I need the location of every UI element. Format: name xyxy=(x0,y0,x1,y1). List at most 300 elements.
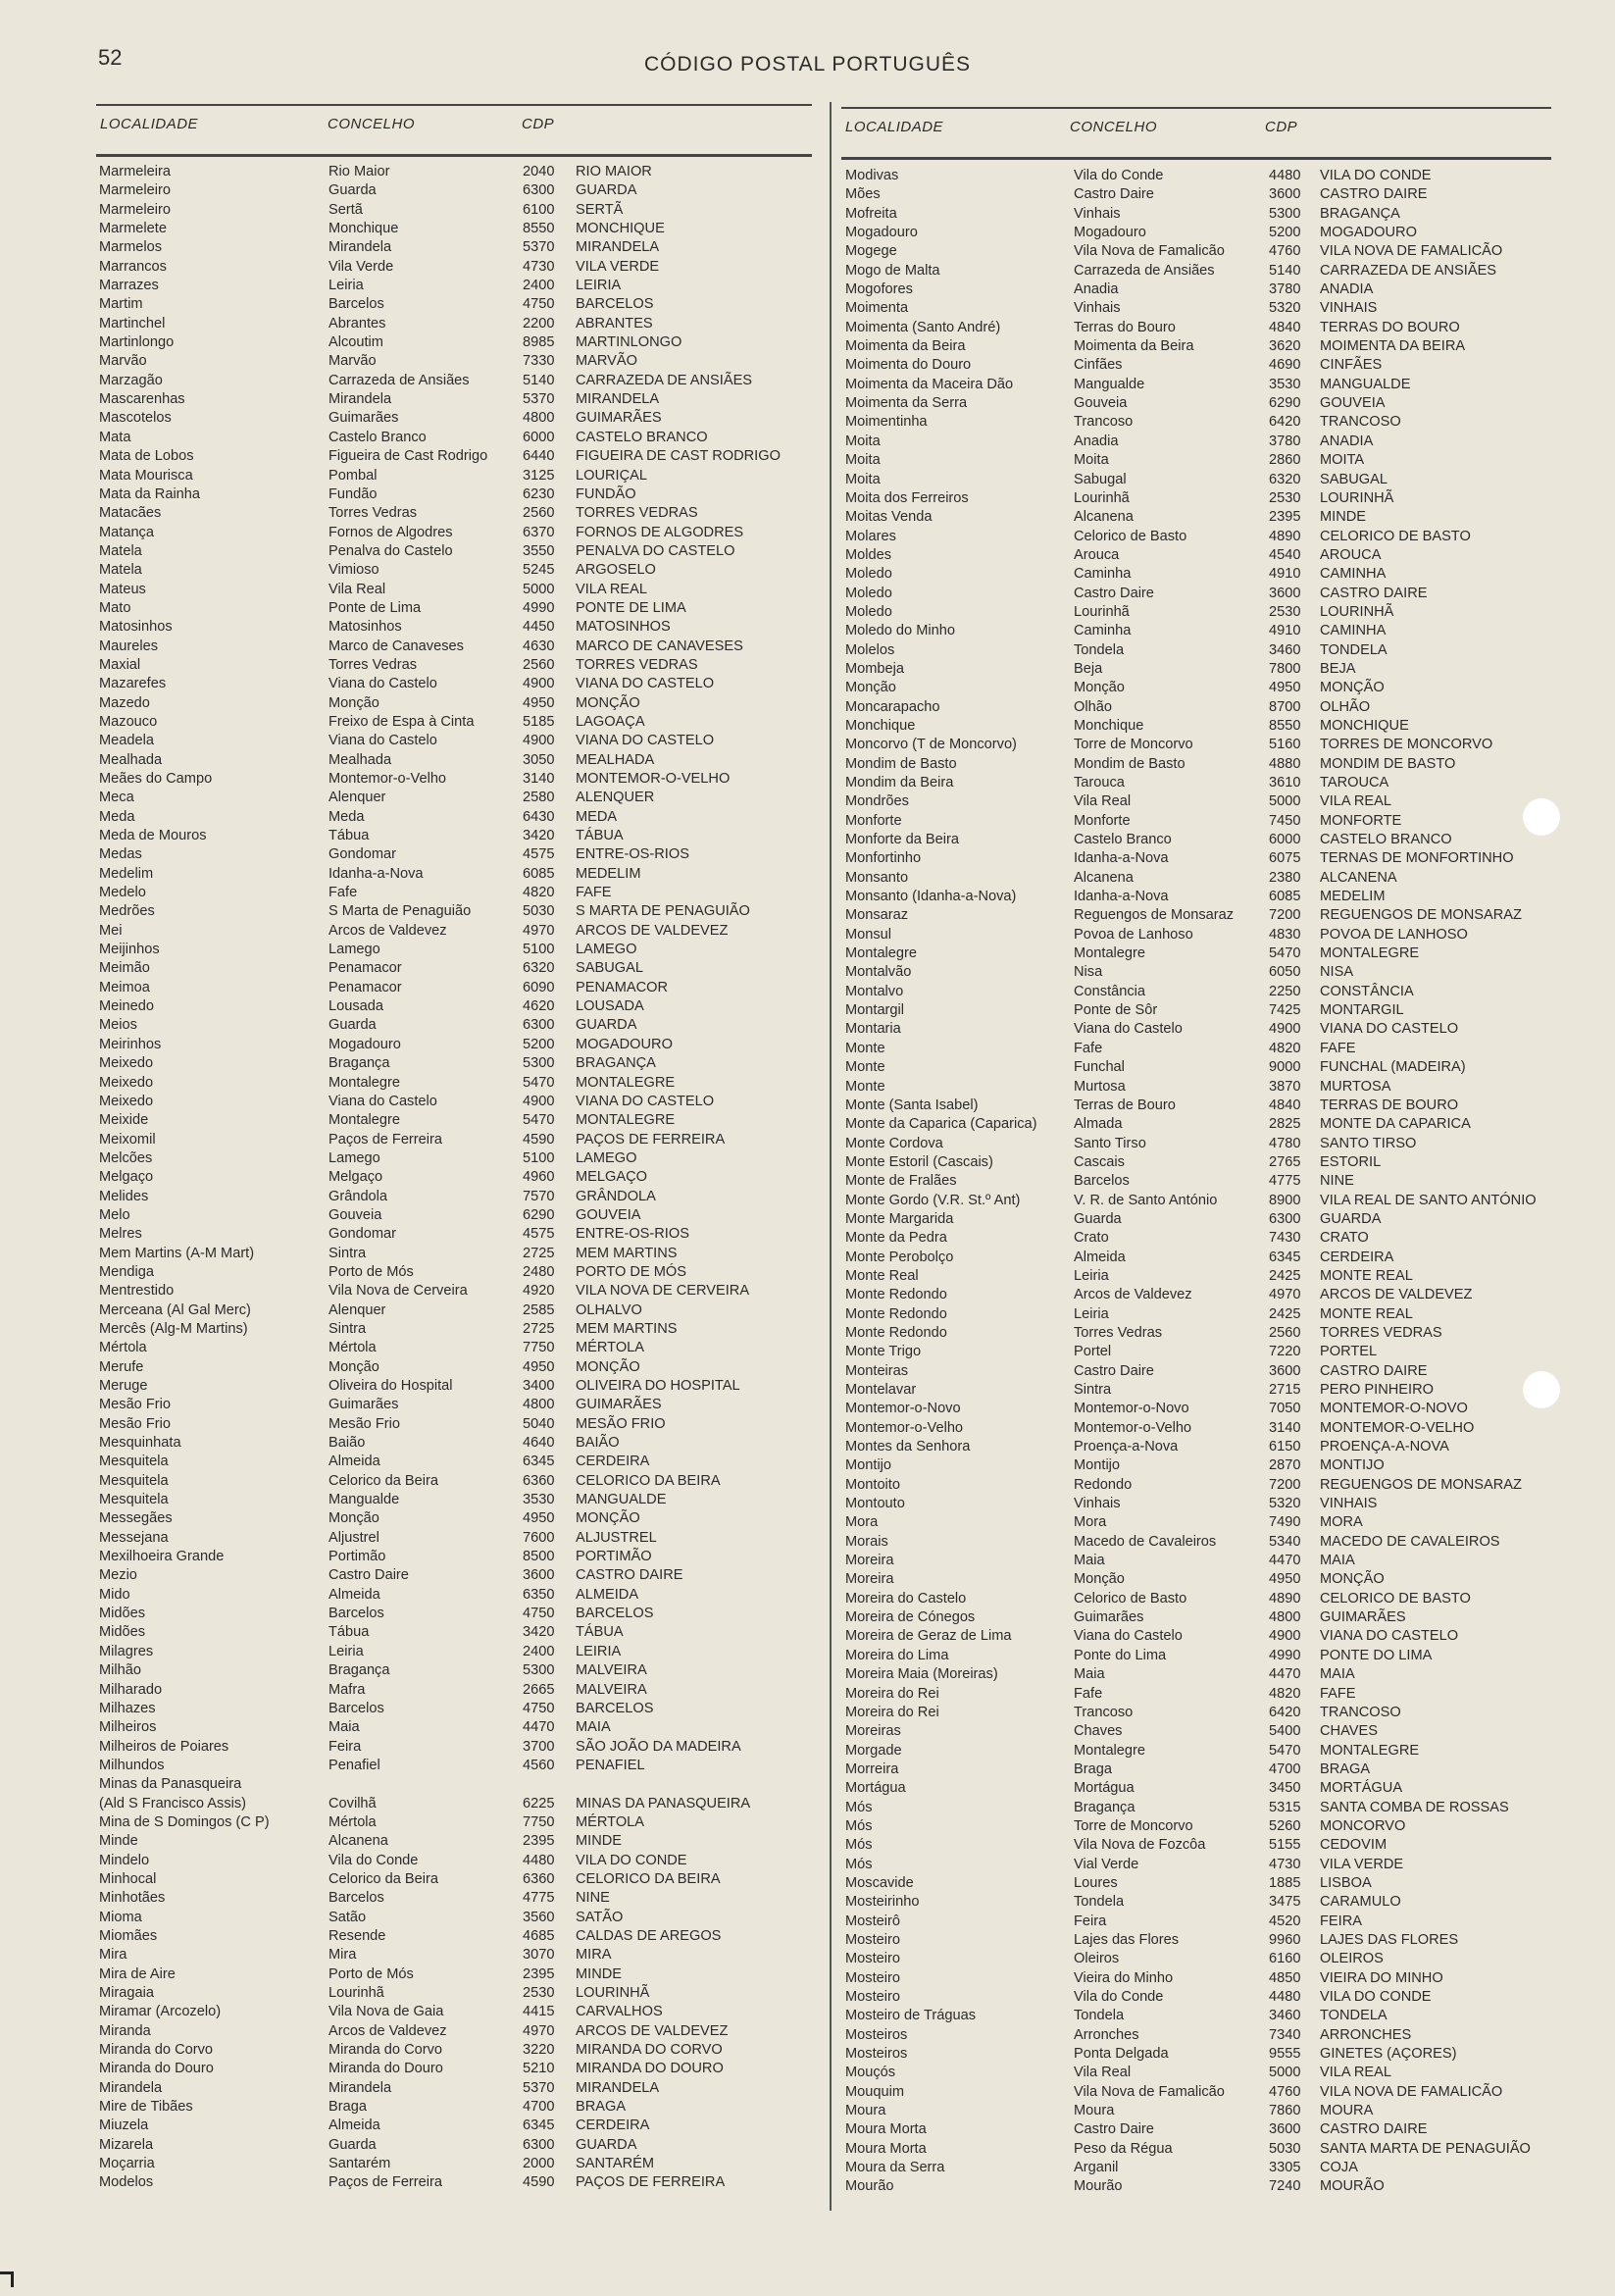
cdp-cell: 3780 xyxy=(1269,281,1301,298)
post-office-cell: CAMINHA xyxy=(1320,566,1387,583)
concelho-cell: Idanha-a-Nova xyxy=(1074,850,1169,867)
cdp-cell: 2530 xyxy=(1269,489,1301,506)
cdp-cell: 4800 xyxy=(1269,1609,1301,1626)
localidade-cell: Mourão xyxy=(845,2178,894,2195)
cdp-cell: 3600 xyxy=(1269,1362,1301,1379)
post-office-cell: NISA xyxy=(1320,964,1354,981)
post-office-cell: ENTRE-OS-RIOS xyxy=(576,846,689,863)
post-office-cell: CERDEIRA xyxy=(576,2117,650,2134)
localidade-cell: Medelim xyxy=(99,865,154,882)
cdp-cell: 3460 xyxy=(1269,2008,1301,2024)
cdp-cell: 2560 xyxy=(1269,1324,1301,1341)
cdp-cell: 6420 xyxy=(1269,414,1301,431)
localidade-cell: Molelos xyxy=(845,641,895,658)
cdp-cell: 2530 xyxy=(523,1985,555,2001)
post-office-cell: GUIMARÃES xyxy=(576,410,662,427)
localidade-cell: Meixedo xyxy=(99,1093,154,1109)
localidade-cell: Mateus xyxy=(99,581,146,597)
localidade-cell: Monte da Pedra xyxy=(845,1230,947,1247)
cdp-cell: 8500 xyxy=(523,1549,555,1565)
post-office-cell: MOURÃO xyxy=(1320,2178,1385,2195)
concelho-cell: Lajes das Flores xyxy=(1074,1931,1180,1948)
post-office-cell: GUARDA xyxy=(576,2136,637,2153)
concelho-cell: Mirandela xyxy=(328,239,392,256)
localidade-cell: Mira xyxy=(99,1947,127,1964)
post-office-cell: REGUENGOS DE MONSARAZ xyxy=(1320,907,1522,924)
concelho-cell: Mira xyxy=(328,1947,357,1964)
post-office-cell: BRAGANÇA xyxy=(1320,205,1400,222)
concelho-cell: Alcanena xyxy=(1074,509,1134,526)
concelho-cell: Mourão xyxy=(1074,2178,1123,2195)
post-office-cell: MAIA xyxy=(1320,1666,1355,1683)
cdp-cell: 7200 xyxy=(1269,907,1301,924)
localidade-cell: Matela xyxy=(99,542,142,559)
cdp-cell: 2040 xyxy=(523,164,555,179)
localidade-cell: Mosteiro de Tráguas xyxy=(845,2008,977,2024)
post-office-cell: ALJUSTREL xyxy=(576,1529,657,1546)
page-number: 52 xyxy=(98,45,123,70)
cdp-cell: 9960 xyxy=(1269,1931,1301,1948)
cdp-cell: 7490 xyxy=(1269,1514,1301,1531)
post-office-cell: VILA REAL xyxy=(1320,793,1392,810)
post-office-cell: MURTOSA xyxy=(1320,1078,1391,1095)
post-office-cell: MEDA xyxy=(576,808,618,825)
cdp-cell: 5245 xyxy=(523,562,555,579)
concelho-cell: Arcos de Valdevez xyxy=(328,922,447,939)
localidade-cell: Moimenta (Santo André) xyxy=(845,319,1001,335)
concelho-cell: Viana do Castelo xyxy=(328,733,437,749)
post-office-cell: CASTELO BRANCO xyxy=(1320,832,1452,848)
localidade-cell: Minhocal xyxy=(99,1870,157,1887)
concelho-cell: Alcanena xyxy=(1074,869,1134,886)
concelho-cell: Rio Maior xyxy=(328,164,390,179)
concelho-cell: Lamego xyxy=(328,1149,380,1166)
post-office-cell: VILA DO CONDE xyxy=(1320,1989,1432,2005)
concelho-cell: Almeida xyxy=(1074,1249,1126,1265)
cdp-cell: 7220 xyxy=(1269,1344,1301,1360)
post-office-cell: SANTA COMBA DE ROSSAS xyxy=(1320,1799,1509,1815)
concelho-cell: Aljustrel xyxy=(328,1529,379,1546)
post-office-cell: VILA VERDE xyxy=(576,258,660,275)
post-office-cell: MIRA xyxy=(576,1947,612,1964)
concelho-cell: Vimioso xyxy=(328,562,379,579)
localidade-cell: Mirandela xyxy=(99,2079,163,2096)
localidade-cell: Moreira do Rei xyxy=(845,1704,939,1720)
post-office-cell: MONÇÃO xyxy=(576,694,640,711)
cdp-cell: 6230 xyxy=(523,485,555,502)
localidade-cell: Meijinhos xyxy=(99,942,160,958)
concelho-cell: Montemor-o-Velho xyxy=(328,771,447,787)
localidade-cell: Mosteiros xyxy=(845,2046,908,2063)
concelho-cell: Grândola xyxy=(328,1188,388,1204)
localidade-cell: Melides xyxy=(99,1188,149,1204)
localidade-cell: Mondim de Basto xyxy=(845,755,957,772)
post-office-cell: ALMEIDA xyxy=(576,1586,639,1603)
cdp-cell: 2250 xyxy=(1269,983,1301,999)
cdp-cell: 4950 xyxy=(523,1510,555,1527)
cdp-cell: 3620 xyxy=(1269,338,1301,355)
post-office-cell: VIANA DO CASTELO xyxy=(576,733,715,749)
post-office-cell: CERDEIRA xyxy=(1320,1249,1394,1265)
concelho-cell: Matosinhos xyxy=(328,619,402,636)
localidade-cell: Monte Margarida xyxy=(845,1210,954,1227)
post-office-cell: MATOSINHOS xyxy=(576,619,671,636)
localidade-cell: Mercês (Alg-M Martins) xyxy=(99,1320,248,1337)
concelho-cell: Olhão xyxy=(1074,698,1112,715)
post-office-cell: TÁBUA xyxy=(576,828,624,844)
localidade-cell: Monte (Santa Isabel) xyxy=(845,1097,979,1113)
post-office-cell: BARCELOS xyxy=(576,1606,654,1622)
post-office-cell: TÁBUA xyxy=(576,1624,624,1641)
concelho-cell: Bragança xyxy=(1074,1799,1136,1815)
localidade-cell: Moledo xyxy=(845,603,892,620)
localidade-cell: Mesquitela xyxy=(99,1492,169,1508)
localidade-cell: Moçarria xyxy=(99,2156,155,2172)
concelho-cell: Torre de Moncorvo xyxy=(1074,1817,1193,1834)
left-column-header xyxy=(96,104,812,157)
post-office-cell: LEIRIA xyxy=(576,1643,622,1659)
localidade-cell: Miranda do Corvo xyxy=(99,2042,213,2059)
cdp-cell: 2725 xyxy=(523,1245,555,1261)
localidade-cell: Monte Redondo xyxy=(845,1305,947,1322)
cdp-cell: 4640 xyxy=(523,1435,555,1452)
localidade-cell: Merceana (Al Gal Merc) xyxy=(99,1301,251,1318)
concelho-cell: Alcanena xyxy=(328,1833,388,1850)
localidade-cell: Monte xyxy=(845,1078,885,1095)
localidade-cell: Mentrestido xyxy=(99,1283,175,1300)
cdp-cell: 3475 xyxy=(1269,1894,1301,1911)
concelho-cell: Torres Vedras xyxy=(328,505,418,522)
concelho-cell: Vila Nova de Gaia xyxy=(328,2004,444,2020)
cdp-cell: 4560 xyxy=(523,1757,555,1773)
post-office-cell: MONTIJO xyxy=(1320,1457,1385,1474)
post-office-cell: MÉRTOLA xyxy=(576,1813,645,1830)
concelho-cell: Bragança xyxy=(328,1055,390,1072)
localidade-cell: Montalvo xyxy=(845,983,904,999)
cdp-cell: 4480 xyxy=(523,1852,555,1868)
localidade-cell: Moreira de Geraz de Lima xyxy=(845,1628,1012,1645)
localidade-cell: Meda de Mouros xyxy=(99,828,207,844)
cdp-cell: 7425 xyxy=(1269,1002,1301,1019)
cdp-cell: 6160 xyxy=(1269,1951,1301,1967)
concelho-cell: Celorico de Basto xyxy=(1074,1590,1187,1607)
localidade-cell: Mouquim xyxy=(845,2083,905,2100)
cdp-cell: 4415 xyxy=(523,2004,555,2020)
concelho-cell: Ponta Delgada xyxy=(1074,2046,1169,2063)
concelho-cell: Portel xyxy=(1074,1344,1112,1360)
post-office-cell: GUARDA xyxy=(576,1017,637,1034)
cdp-cell: 4750 xyxy=(523,1606,555,1622)
post-office-cell: MINDE xyxy=(576,1965,623,1982)
concelho-cell: Montalegre xyxy=(1074,945,1146,962)
localidade-cell: Mesquitela xyxy=(99,1472,169,1489)
concelho-cell: Penalva do Castelo xyxy=(328,542,453,559)
concelho-cell: Anadia xyxy=(1074,433,1119,449)
localidade-cell: Miragaia xyxy=(99,1985,154,2001)
post-office-cell: MONTEMOR-O-VELHO xyxy=(576,771,731,787)
post-office-cell: MONTE REAL xyxy=(1320,1305,1413,1322)
post-office-cell: CELORICO DE BASTO xyxy=(1320,528,1471,544)
cdp-cell: 7240 xyxy=(1269,2178,1301,2195)
cdp-cell: 2400 xyxy=(523,278,555,294)
cdp-cell: 1885 xyxy=(1269,1874,1301,1891)
localidade-cell: Monte xyxy=(845,1040,885,1056)
post-office-cell: BARCELOS xyxy=(576,296,654,313)
concelho-cell: Melgaço xyxy=(328,1169,383,1186)
cdp-cell: 2395 xyxy=(523,1833,555,1850)
post-office-cell: MACEDO DE CAVALEIROS xyxy=(1320,1533,1500,1550)
concelho-cell: Leiria xyxy=(328,1643,364,1659)
concelho-cell: Vila do Conde xyxy=(1074,1989,1164,2005)
cdp-cell: 3420 xyxy=(523,1624,555,1641)
cdp-cell: 7750 xyxy=(523,1340,555,1356)
post-office-cell: CASTRO DAIRE xyxy=(1320,186,1428,203)
post-office-cell: LAMEGO xyxy=(576,942,637,958)
concelho-cell: Castro Daire xyxy=(1074,2121,1154,2138)
localidade-cell: Mem Martins (A-M Mart) xyxy=(99,1245,255,1261)
localidade-cell: Moimentinha xyxy=(845,414,928,431)
post-office-cell: GUIMARÃES xyxy=(576,1397,662,1413)
localidade-cell: Minde xyxy=(99,1833,138,1850)
post-office-cell: MELGAÇO xyxy=(576,1169,647,1186)
localidade-cell: Monforte da Beira xyxy=(845,832,960,848)
localidade-cell: Monsanto (Idanha-a-Nova) xyxy=(845,889,1017,905)
concelho-cell: Carrazeda de Ansiães xyxy=(1074,262,1215,279)
cdp-cell: 5370 xyxy=(523,239,555,256)
post-office-cell: ENTRE-OS-RIOS xyxy=(576,1226,689,1243)
concelho-cell: Constância xyxy=(1074,983,1146,999)
concelho-cell: Ponte de Sôr xyxy=(1074,1002,1158,1019)
cdp-cell: 6440 xyxy=(523,448,555,465)
concelho-cell: Covilhã xyxy=(328,1795,377,1811)
cdp-cell: 2580 xyxy=(523,790,555,806)
cdp-cell: 2395 xyxy=(523,1965,555,1982)
cdp-cell: 4480 xyxy=(1269,1989,1301,2005)
localidade-cell: Marvão xyxy=(99,353,147,370)
post-office-cell: ARCOS DE VALDEVEZ xyxy=(576,922,729,939)
cdp-cell: 6360 xyxy=(523,1472,555,1489)
post-office-cell: SANTARÉM xyxy=(576,2156,655,2172)
concelho-cell: Vila Nova de Famalicão xyxy=(1074,2083,1225,2100)
cdp-cell: 3050 xyxy=(523,751,555,768)
concelho-cell: Oleiros xyxy=(1074,1951,1120,1967)
concelho-cell: Montalegre xyxy=(328,1112,401,1129)
cdp-cell: 2380 xyxy=(1269,869,1301,886)
concelho-cell: Proença-a-Nova xyxy=(1074,1439,1179,1455)
cdp-cell: 3125 xyxy=(523,467,555,484)
post-office-cell: LEIRIA xyxy=(576,278,622,294)
concelho-cell: Beja xyxy=(1074,660,1103,677)
cdp-cell: 5210 xyxy=(523,2061,555,2077)
localidade-cell: Mata xyxy=(99,429,131,445)
concelho-cell: Monção xyxy=(328,1510,379,1527)
localidade-cell: Moreira do Lima xyxy=(845,1647,949,1663)
localidade-cell: Mata da Rainha xyxy=(99,485,201,502)
cdp-cell: 6290 xyxy=(1269,395,1301,412)
cdp-cell: 5260 xyxy=(1269,1817,1301,1834)
localidade-cell: Moita xyxy=(845,452,881,469)
cdp-cell: 4840 xyxy=(1269,319,1301,335)
post-office-cell: ARRONCHES xyxy=(1320,2026,1412,2043)
post-office-cell: NINE xyxy=(576,1890,610,1907)
cdp-cell: 4690 xyxy=(1269,357,1301,374)
concelho-cell: Barcelos xyxy=(328,296,384,313)
localidade-cell: Marrancos xyxy=(99,258,167,275)
concelho-cell: Povoa de Lanhoso xyxy=(1074,926,1193,943)
cdp-cell: 3400 xyxy=(523,1378,555,1394)
post-office-cell: CALDAS DE AREGOS xyxy=(576,1927,722,1944)
cdp-cell: 4960 xyxy=(523,1169,555,1186)
cdp-cell: 4970 xyxy=(523,2022,555,2039)
localidade-cell: Mosteiro xyxy=(845,1969,900,1986)
post-office-cell: FEIRA xyxy=(1320,1913,1362,1929)
cdp-cell: 4470 xyxy=(523,1719,555,1736)
post-office-cell: MOGADOURO xyxy=(576,1036,673,1052)
post-office-cell: MALVEIRA xyxy=(576,1681,647,1698)
cdp-cell: 6350 xyxy=(523,1586,555,1603)
concelho-cell: Redondo xyxy=(1074,1476,1133,1493)
localidade-cell: Mendiga xyxy=(99,1263,154,1280)
cdp-cell: 2860 xyxy=(1269,452,1301,469)
localidade-cell: Monte Trigo xyxy=(845,1344,922,1360)
concelho-cell: Braga xyxy=(1074,1760,1112,1777)
post-office-cell: MINDE xyxy=(1320,509,1367,526)
concelho-cell: Cinfães xyxy=(1074,357,1123,374)
post-office-cell: SATÃO xyxy=(576,1909,624,1925)
localidade-cell: Monte Estoril (Cascais) xyxy=(845,1153,993,1170)
cdp-cell: 5000 xyxy=(523,581,555,597)
cdp-cell: 4590 xyxy=(523,2174,555,2191)
post-office-cell: SABUGAL xyxy=(576,960,643,977)
post-office-cell: OLEIROS xyxy=(1320,1951,1384,1967)
post-office-cell: MORTÁGUA xyxy=(1320,1780,1403,1797)
cdp-cell: 6420 xyxy=(1269,1704,1301,1720)
cdp-cell: 4900 xyxy=(523,676,555,692)
post-office-cell: MONTEMOR-O-NOVO xyxy=(1320,1401,1468,1417)
cdp-cell: 3420 xyxy=(523,828,555,844)
concelho-cell: Castro Daire xyxy=(1074,186,1154,203)
concelho-cell: Mondim de Basto xyxy=(1074,755,1186,772)
concelho-cell: Vieira do Minho xyxy=(1074,1969,1174,1986)
cdp-cell: 3220 xyxy=(523,2042,555,2059)
concelho-cell: Ponte de Lima xyxy=(328,599,422,616)
localidade-cell: Mira de Aire xyxy=(99,1965,176,1982)
localidade-cell: Montemor-o-Novo xyxy=(845,1401,961,1417)
concelho-cell: Celorico da Beira xyxy=(328,1472,438,1489)
post-office-cell: CINFÃES xyxy=(1320,357,1383,374)
post-office-cell: MEDELIM xyxy=(1320,889,1386,905)
cdp-cell: 5340 xyxy=(1269,1533,1301,1550)
concelho-cell: Trancoso xyxy=(1074,414,1134,431)
concelho-cell: Paços de Ferreira xyxy=(328,1131,442,1148)
concelho-cell: Celorico de Basto xyxy=(1074,528,1187,544)
concelho-cell: Penafiel xyxy=(328,1757,380,1773)
cdp-cell: 4830 xyxy=(1269,926,1301,943)
post-office-cell: RIO MAIOR xyxy=(576,164,652,179)
cdp-cell: 4820 xyxy=(523,885,555,901)
localidade-cell: Moimenta do Douro xyxy=(845,357,972,374)
cdp-cell: 3140 xyxy=(1269,1419,1301,1436)
cdp-cell: 5400 xyxy=(1269,1723,1301,1740)
cdp-cell: 6345 xyxy=(1269,1249,1301,1265)
post-office-cell: PAÇOS DE FERREIRA xyxy=(576,2174,726,2191)
cdp-cell: 4850 xyxy=(1269,1969,1301,1986)
localidade-cell: Mosteiro xyxy=(845,1951,900,1967)
concelho-cell: Almada xyxy=(1074,1116,1123,1133)
concelho-cell: Portimão xyxy=(328,1549,386,1565)
post-office-cell: LOURINHÃ xyxy=(1320,603,1394,620)
localidade-cell: Miranda do Douro xyxy=(99,2061,214,2077)
localidade-cell: Montargil xyxy=(845,1002,905,1019)
localidade-cell: Mazedo xyxy=(99,694,150,711)
concelho-cell: Lourinhã xyxy=(328,1985,384,2001)
concelho-cell: Mértola xyxy=(328,1340,377,1356)
post-office-cell: BRAGA xyxy=(1320,1760,1371,1777)
localidade-cell: Morreira xyxy=(845,1760,899,1777)
post-office-cell: MESÃO FRIO xyxy=(576,1415,666,1432)
cdp-cell: 4480 xyxy=(1269,168,1301,183)
concelho-cell: Alenquer xyxy=(328,790,386,806)
localidade-cell: Moledo do Minho xyxy=(845,623,955,639)
concelho-cell: Marvão xyxy=(328,353,377,370)
cdp-cell: 4575 xyxy=(523,846,555,863)
concelho-cell: Terras do Bouro xyxy=(1074,319,1176,335)
post-office-cell: TONDELA xyxy=(1320,2008,1388,2024)
cdp-cell: 5160 xyxy=(1269,737,1301,753)
localidade-cell: Monte Real xyxy=(845,1267,919,1284)
post-office-cell: LOURIÇAL xyxy=(576,467,647,484)
localidade-cell: Mata de Lobos xyxy=(99,448,194,465)
concelho-cell: Arouca xyxy=(1074,546,1120,563)
localidade-cell: Montaria xyxy=(845,1021,901,1038)
localidade-cell: Milheiros de Poiares xyxy=(99,1738,229,1755)
post-office-cell: MONCHIQUE xyxy=(1320,717,1409,734)
cdp-cell: 4910 xyxy=(1269,623,1301,639)
concelho-cell: Monforte xyxy=(1074,812,1131,829)
cdp-cell: 4540 xyxy=(1269,546,1301,563)
localidade-cell: Meinedo xyxy=(99,998,154,1015)
post-office-cell: MARCO DE CANAVESES xyxy=(576,638,743,654)
localidade-cell: Martinlongo xyxy=(99,334,175,351)
cdp-cell: 4840 xyxy=(1269,1097,1301,1113)
concelho-cell: Monção xyxy=(328,1358,379,1375)
concelho-cell: Mirandela xyxy=(328,2079,392,2096)
localidade-cell: Mogadouro xyxy=(845,225,918,241)
post-office-cell: MARVÃO xyxy=(576,353,637,370)
concelho-cell: Arronches xyxy=(1074,2026,1139,2043)
concelho-cell: Freixo de Espa à Cinta xyxy=(328,713,475,730)
post-office-cell: MEALHADA xyxy=(576,751,655,768)
post-office-cell: SABUGAL xyxy=(1320,471,1388,487)
concelho-cell: Tondela xyxy=(1074,1894,1125,1911)
header-cdp: CDP xyxy=(1265,119,1298,135)
concelho-cell: Feira xyxy=(328,1738,362,1755)
localidade-cell: Moita dos Ferreiros xyxy=(845,489,969,506)
concelho-cell: Guimarães xyxy=(328,410,399,427)
post-office-cell: OLHALVO xyxy=(576,1301,642,1318)
post-office-cell: GINETES (AÇORES) xyxy=(1320,2046,1457,2063)
cdp-cell: 6000 xyxy=(523,429,555,445)
concelho-cell: Trancoso xyxy=(1074,1704,1134,1720)
localidade-cell: Moreira xyxy=(845,1571,894,1588)
post-office-cell: ARCOS DE VALDEVEZ xyxy=(576,2022,729,2039)
post-office-cell: MONTALEGRE xyxy=(1320,1742,1420,1759)
concelho-cell: Satão xyxy=(328,1909,367,1925)
post-office-cell: ALCANENA xyxy=(1320,869,1397,886)
localidade-cell: Moledo xyxy=(845,566,892,583)
cdp-cell: 5320 xyxy=(1269,1496,1301,1512)
cdp-cell: 6290 xyxy=(523,1206,555,1223)
